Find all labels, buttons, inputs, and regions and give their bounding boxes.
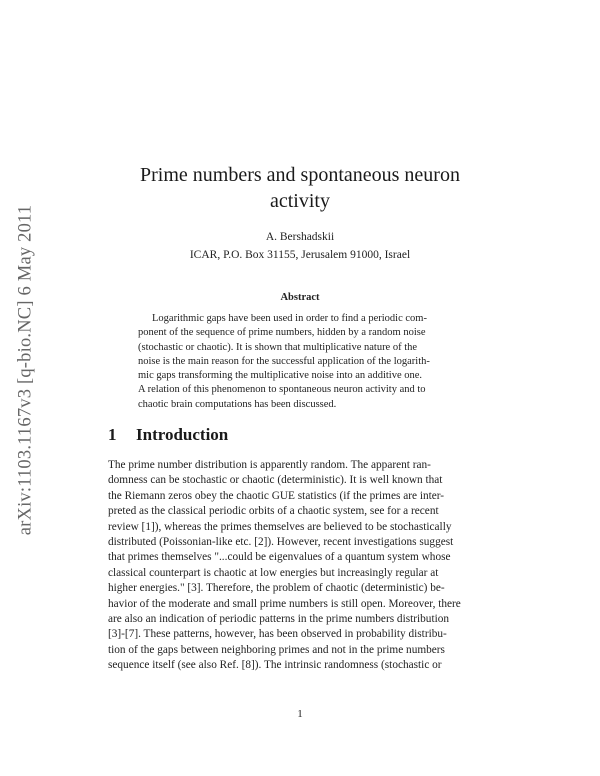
- body-line: domness can be stochastic or chaotic (deterministic). It is well known that: [108, 474, 443, 487]
- section-body: [108, 458, 492, 674]
- abstract-body: [138, 312, 462, 412]
- paper-title-line: activity: [270, 190, 330, 212]
- paper-title: [95, 162, 505, 214]
- author-name: A. Bershadskii: [265, 231, 335, 243]
- body-line: distributed (Poissonian-like etc. [2]). However, recent investigations suggest: [108, 536, 454, 549]
- body-line: are also an indication of periodic patterns in the prime numbers distribution: [108, 613, 450, 626]
- abstract-line: ponent of the sequence of prime numbers, hidden by a random noise: [138, 327, 426, 339]
- abstract-line: (stochastic or chaotic). It is shown that multiplicative nature of the: [138, 341, 418, 353]
- paper-title-line: Prime numbers and spontaneous neuron: [140, 164, 460, 186]
- body-line: havior of the moderate and small prime numbers is still open. Moreover, there: [108, 597, 461, 610]
- body-line: higher energies." [3]. Therefore, the problem of chaotic (deterministic) be-: [108, 582, 445, 595]
- body-line: that primes themselves "...could be eigenvalues of a quantum system whose: [108, 551, 451, 564]
- abstract-line: noise is the main reason for the successful application of the logarith-: [138, 355, 430, 367]
- section-heading: [108, 425, 228, 445]
- section-title: Introduction: [136, 425, 229, 444]
- body-line: sequence itself (see also Ref. [8]). The intrinsic randomness (stochastic or: [108, 659, 442, 672]
- body-line: tion of the gaps between neighboring primes and not in the prime numbers: [108, 643, 445, 656]
- section-number: 1: [108, 425, 117, 444]
- body-line: classical counterpart is chaotic at low energies but increasingly regular at: [108, 566, 439, 579]
- body-line: review [1]), whereas the primes themselves are believed to be stochastically: [108, 520, 452, 533]
- abstract-line: A relation of this phenomenon to spontaneous neuron activity and to: [138, 384, 426, 396]
- arxiv-identifier: arXiv:1103.1167v3 [q-bio.NC] 6 May 2011: [15, 204, 36, 536]
- body-line: The prime number distribution is apparently random. The apparent ran-: [108, 459, 431, 471]
- abstract-line: Logarithmic gaps have been used in order to find a periodic com-: [152, 313, 427, 324]
- body-line: preted as the classical periodic orbits of a chaotic system, see for a recent: [108, 505, 439, 518]
- abstract-line: chaotic brain computations has been discussed.: [138, 398, 337, 410]
- abstract-heading: Abstract: [280, 292, 320, 303]
- author-affiliation: ICAR, P.O. Box 31155, Jerusalem 91000, Israel: [189, 249, 411, 261]
- body-line: the Riemann zeros obey the chaotic GUE statistics (if the primes are inter-: [108, 489, 445, 502]
- abstract-line: mic gaps transforming the multiplicative noise into an additive one.: [138, 370, 423, 382]
- page-number: 1: [297, 708, 303, 720]
- body-line: [3]-[7]. These patterns, however, has been observed in probability distribu-: [108, 628, 447, 641]
